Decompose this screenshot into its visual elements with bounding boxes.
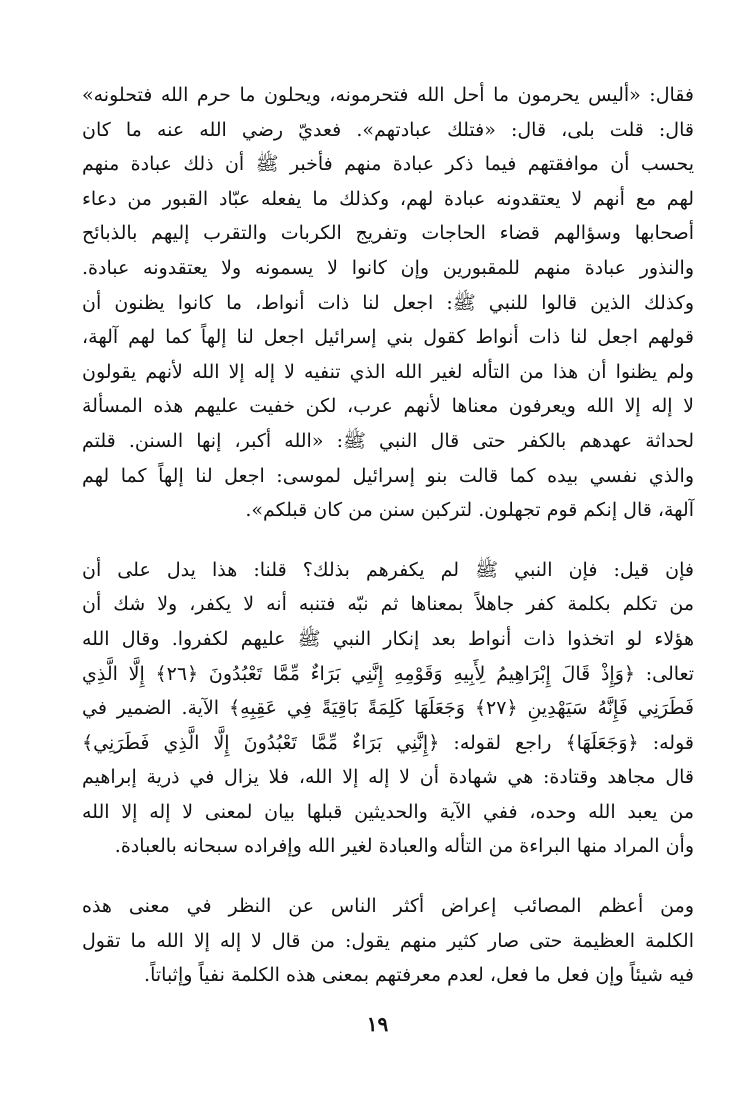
text-line: لحداثة عهدهم بالكفر حتى قال النبي ﷺ: «الله أكبر، إنها السنن. قلتم [82, 429, 694, 452]
quran-verse-line: قوله: ﴿وَجَعَلَهَا﴾ راجع لقوله: ﴿إِنَّنِي بَرَاءٌ مِّمَّا تَعْبُدُونَ إِلَّا الَّذِي فَطَرَنِي﴾ [82, 731, 694, 754]
text-line: هؤلاء لو اتخذوا ذات أنواط بعد إنكار النبي ﷺ عليهم لكفروا. وقال الله [82, 627, 694, 650]
text-line: قال: قلت بلى، قال: «فتلك عبادتهم». فعديّ رضي الله عنه ما كان [82, 118, 694, 141]
text-line: وأن المراد منها البراءة من التأله والعبادة لغير الله وإفراده سبحانه بالعبادة. [114, 835, 694, 858]
text-line: آلهة، قال إنكم قوم تجهلون. لتركبن سنن من كان قبلكم». [245, 499, 694, 522]
paragraph-3 [82, 889, 694, 993]
text-line: من تكلم بكلمة كفر جاهلاً بمعناها ثم نبّه فتنبه أنه لا يكفر، ولا شك أن [82, 593, 694, 616]
text-line: وكذلك الذين قالوا للنبي ﷺ: اجعل لنا ذات أنواط، ما كانوا يظنون أن [82, 291, 694, 314]
text-line: قولهم اجعل لنا ذات أنواط كقول بني إسرائيل اجعل لنا إلهاً كما لهم آلهة، [82, 326, 694, 349]
paragraph-gap [82, 864, 694, 889]
text-line: والنذور عبادة منهم للمقبورين وإن كانوا لا يسمونه ولا يعتقدونه عبادة. [82, 256, 694, 279]
text-line: ومن أعظم المصائب إعراض أكثر الناس عن النظر في معنى هذه [82, 895, 694, 918]
paragraph-gap [82, 528, 694, 553]
text-line: الكلمة العظيمة حتى صار كثير منهم يقول: من قال لا إله إلا الله ما تقول [82, 929, 694, 952]
text-line: أصحابها وسؤالهم قضاء الحاجات وتفريج الكربات والتقرب إليهم بالذبائح [82, 222, 694, 245]
paragraph-1 [82, 78, 694, 528]
text-line: لهم مع أنهم لا يعتقدونه عبادة لهم، وكذلك ما يفعله عبّاد القبور من دعاء [82, 187, 694, 210]
page-body [82, 78, 694, 993]
text-line: من يعبد الله وحده، ففي الآية والحديثين قبلها بيان لمعنى لا إله إلا الله [82, 800, 694, 823]
text-line: والذي نفسي بيده كما قالت بنو إسرائيل لموسى: اجعل لنا إلهاً كما لهم [82, 464, 694, 487]
page-number: ١٩ [366, 1012, 389, 1036]
text-line: يحسب أن موافقتهم فيما ذكر عبادة منهم فأخبر ﷺ أن ذلك عبادة منهم [82, 153, 694, 176]
quran-verse-line: تعالى: ﴿وَإِذْ قَالَ إِبْرَاهِيمُ لِأَبِيهِ وَقَوْمِهِ إِنَّنِي بَرَاءٌ مِّمَّا تَعْبُدُونَ ﴿٢٦﴾ إِلَّا الَّذِي [82, 662, 695, 685]
paragraph-2 [82, 553, 694, 864]
text-line: ولم يظنوا أن هذا من التأله لغير الله الذي تنفيه لا إله إلا الله لأنهم يقولون [82, 360, 694, 383]
text-line: فإن قيل: فإن النبي ﷺ لم يكفرهم بذلك؟ قلنا: هذا يدل على أن [82, 558, 694, 581]
text-line: لا إله إلا الله ويعرفون معناها لأنهم عرب، لكن خفيت عليهم هذه المسألة [82, 395, 694, 418]
text-line: قال مجاهد وقتادة: هي شهادة أن لا إله إلا الله، فلا يزال في ذرية إبراهيم [82, 766, 694, 789]
text-line: فقال: «أليس يحرمون ما أحل الله فتحرمونه، ويحلون ما حرم الله فتحلونه» [82, 84, 694, 106]
quran-verse-line: فَطَرَنِي فَإِنَّهُ سَيَهْدِينِ ﴿٢٧﴾ وَجَعَلَهَا كَلِمَةً بَاقِيَةً فِي عَقِبِهِ﴾ الآية. الضمير في [82, 697, 695, 720]
text-line: فيه شيئاً وإن فعل ما فعل، لعدم معرفتهم بمعنى هذه الكلمة نفياً وإثباتاً. [144, 964, 694, 987]
